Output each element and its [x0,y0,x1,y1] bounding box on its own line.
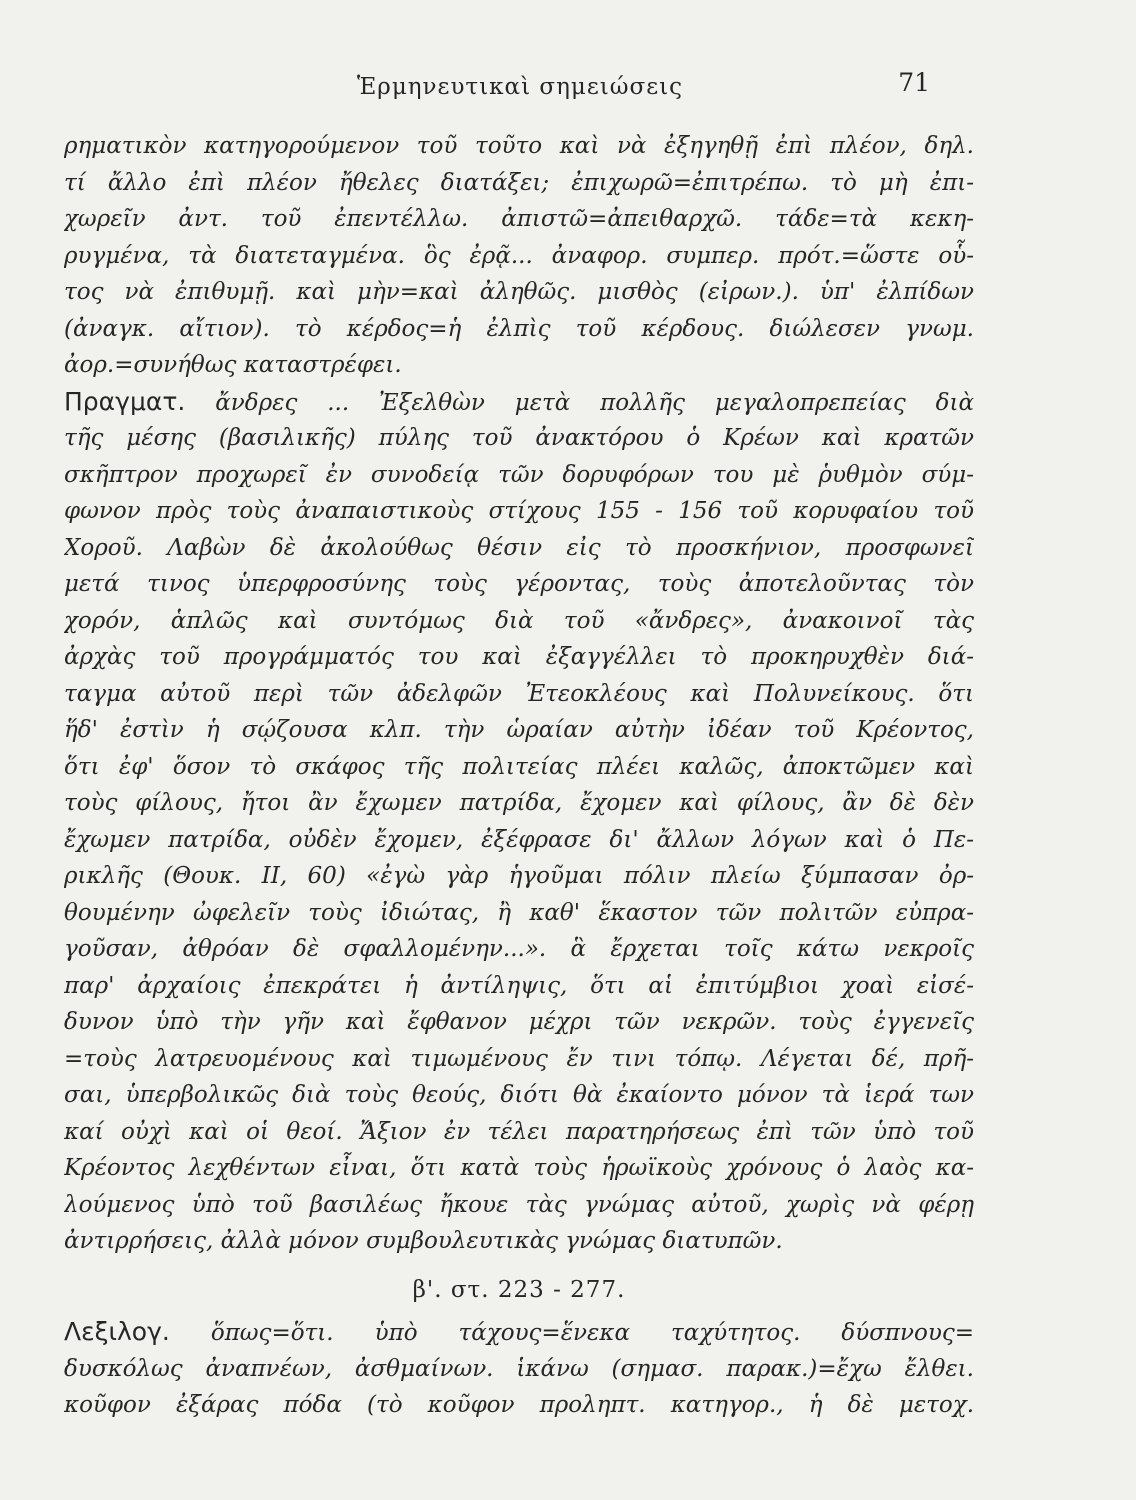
text-line: παρ' ἀρχαίοις ἐπεκράτει ἡ ἀντίληψις, ὅτι αἱ ἐπιτύμβιοι χοαὶ εἰσέ- [64,972,974,999]
text-line: χωρεῖν ἀντ. τοῦ ἐπεντέλλω. ἀπιστῶ=ἀπειθαρχῶ. τάδε=τὰ κεκη- [64,206,974,232]
text-line: θουμένην ὠφελεῖν τοὺς ἰδιώτας, ἢ καθ' ἕκαστον τῶν πολιτῶν εὐπρα- [64,899,974,926]
text-line: ὅτι ἐφ' ὅσον τὸ σκάφος τῆς πολιτείας πλέει καλῶς, ἀποκτῶμεν καὶ [64,753,974,780]
text-line: κοῦφον ἐξάρας πόδα (τὸ κοῦφον προληπτ. κατηγορ., ἡ δὲ μετοχ. [64,1392,974,1418]
text-line: μετά τινος ὑπερφροσύνης τοὺς γέροντας, τοὺς ἀποτελοῦντας τὸν [64,571,974,597]
section-label: Λεξιλογ. [64,1317,170,1346]
text-line: ταγμα αὐτοῦ περὶ τῶν ἀδελφῶν Ἐτεοκλέους καὶ Πολυνείκους. ὅτι [64,680,974,707]
text-line: ἥδ' ἐστὶν ἡ σῴζουσα κλπ. τὴν ὡραίαν αὐτὴν ἰδέαν τοῦ Κρέοντος, [64,717,974,743]
text-line: χορόν, ἁπλῶς καὶ συντόμως διὰ τοῦ «ἄνδρες», ἀνακοινοῖ τὰς [64,607,974,634]
text-line: ἀρχὰς τοῦ προγράμματός του καὶ ἐξαγγέλλει τὸ προκηρυχθὲν διά- [64,644,974,670]
text-line: ἀντιρρήσεις, ἀλλὰ μόνον συμβουλευτικὰς γνώμας διατυπῶν. [64,1228,783,1254]
text-line: ρικλῆς (Θουκ. ΙΙ, 60) «ἐγὼ γὰρ ἡγοῦμαι πόλιν πλείω ξύμπασαν ὀρ- [64,863,974,889]
text-line: ἀορ.=συνήθως καταστρέφει. [64,352,402,378]
text-line: γοῦσαν, ἀθρόαν δὲ σφαλλομένην...». ἃ ἔρχεται τοῖς κάτω νεκροῖς [64,936,974,962]
text-line: φωνον πρὸς τοὺς ἀναπαιστικοὺς στίχους 155 - 156 τοῦ κορυφαίου τοῦ [64,498,974,524]
text-line: δυνον ὑπὸ τὴν γῆν καὶ ἔφθανον μέχρι τῶν νεκρῶν. τοὺς ἐγγενεῖς [64,1009,974,1035]
text-line: τοὺς φίλους, ἤτοι ἂν ἔχωμεν πατρίδα, ἔχομεν καὶ φίλους, ἂν δὲ δὲν [64,790,974,816]
text-line: τῆς μέσης (βασιλικῆς) πύλης τοῦ ἀνακτόρου ὁ Κρέων καὶ κρατῶν [64,425,974,451]
text-line: ἔχωμεν πατρίδα, οὐδὲν ἔχομεν, ἐξέφρασε δι' ἄλλων λόγων καὶ ὁ Πε- [64,826,974,853]
text-line [64,1314,974,1351]
text-line: τος νὰ ἐπιθυμῇ. καὶ μὴν=καὶ ἀληθῶς. μισθὸς (εἰρων.). ὑπ' ἐλπίδων [64,279,974,305]
paragraph-1 [64,128,974,384]
line-rest: ὅπως=ὅτι. ὑπὸ τάχους=ἕνεκα ταχύτητος. δύσπνους= [210,1320,974,1346]
section-label: Πραγματ. [64,386,186,416]
text-line: (ἀναγκ. αἴτιον). τὸ κέρδος=ἡ ἐλπὶς τοῦ κέρδους. διώλεσεν γνωμ. [64,315,974,342]
running-title: Ἑρμηνευτικαὶ σημειώσεις [356,74,684,100]
text-line: ρηματικὸν κατηγορούμενον τοῦ τοῦτο καὶ νὰ ἐξηγηθῇ ἐπὶ πλέον, δηλ. [64,133,974,159]
text-line: =τοὺς λατρευομένους καὶ τιμωμένους ἔν τινι τόπῳ. Λέγεται δέ, πρῆ- [64,1045,974,1072]
text-line: δυσκόλως ἀναπνέων, ἀσθμαίνων. ἱκάνω (σημασ. παρακ.)=ἔχω ἔλθει. [64,1355,974,1382]
text-line: τί ἄλλο ἐπὶ πλέον ἤθελες διατάξει; ἐπιχωρῶ=ἐπιτρέπω. τὸ μὴ ἐπι- [64,169,974,196]
text-line: ρυγμένα, τὰ διατεταγμένα. ὃς ἐρᾷ... ἀναφορ. συμπερ. πρότ.=ὥστε οὗ- [64,242,974,269]
body-text [64,128,974,1424]
text-line: λούμενος ὑπὸ τοῦ βασιλέως ἤκουε τὰς γνώμας αὐτοῦ, χωρὶς νὰ φέρῃ [64,1191,974,1218]
text-line [64,384,974,421]
text-line: σκῆπτρον προχωρεῖ ἐν συνοδείᾳ τῶν δορυφόρων του μὲ ῥυθμὸν σύμ- [64,461,974,488]
text-line: καί οὐχὶ καὶ οἱ θεοί. Ἄξιον ἐν τέλει παρατηρήσεως ἐπὶ τῶν ὑπὸ τοῦ [64,1118,974,1145]
section-title: β'. στ. 223 - 277. [412,1276,626,1303]
page-number: 71 [898,68,930,97]
running-header [0,68,1136,108]
text-line: Κρέοντος λεχθέντων εἶναι, ὅτι κατὰ τοὺς ἡρωϊκοὺς χρόνους ὁ λαὸς κα- [64,1155,974,1181]
text-line: Χοροῦ. Λαβὼν δὲ ἀκολούθως θέσιν εἰς τὸ προσκήνιον, προσφωνεῖ [64,534,974,561]
paragraph-3 [64,1314,974,1424]
line-rest: ἄνδρες ... Ἐξελθὼν μετὰ πολλῆς μεγαλοπρεπείας διὰ [215,389,974,416]
paragraph-2 [64,384,974,1260]
text-line: σαι, ὑπερβολικῶς διὰ τοὺς θεούς, διότι θὰ ἐκαίοντο μόνον τὰ ἱερά των [64,1082,974,1108]
